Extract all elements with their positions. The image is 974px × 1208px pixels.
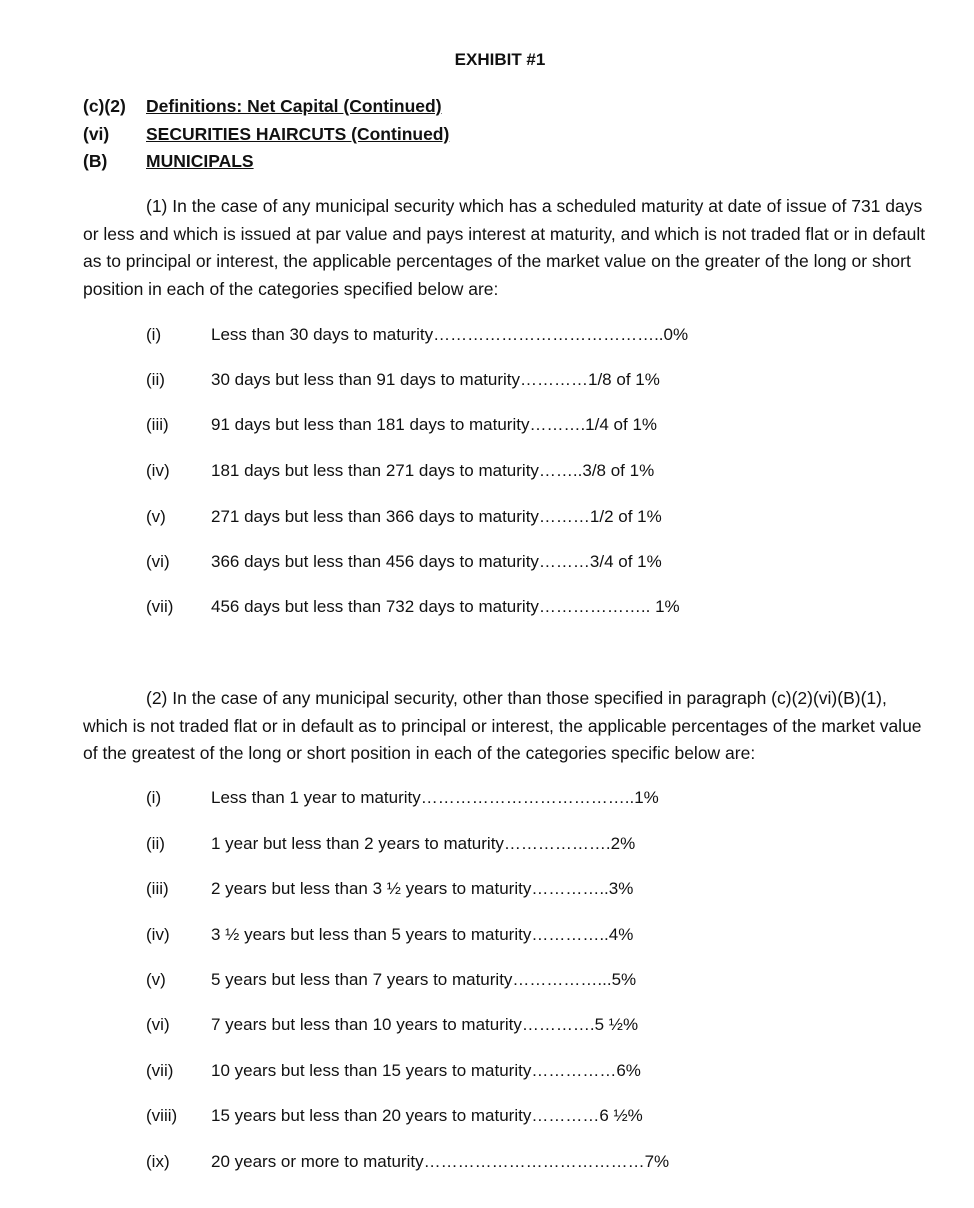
item-number: (v)	[146, 970, 166, 989]
exhibit-title: EXHIBIT #1	[454, 50, 546, 69]
item-text: 7 years but less than 10 years to maturity………….5 ½%	[211, 1015, 639, 1034]
item-number: (i)	[146, 788, 162, 807]
list-item	[146, 552, 662, 572]
item-text: 20 years or more to maturity…………………………………7%	[211, 1152, 670, 1171]
item-number: (iv)	[146, 925, 170, 944]
list-item	[146, 1152, 669, 1172]
item-number: (vii)	[146, 1061, 174, 1080]
item-number: (ix)	[146, 1152, 170, 1171]
item-text: Less than 30 days to maturity…………………………………..0%	[211, 325, 689, 344]
heading-code: (c)(2)	[83, 96, 126, 116]
heading-text: MUNICIPALS	[146, 151, 254, 171]
item-number: (i)	[146, 325, 162, 344]
item-number: (iii)	[146, 879, 169, 898]
list-item	[146, 507, 662, 527]
item-number: (vi)	[146, 1015, 170, 1034]
item-text: 91 days but less than 181 days to maturity……….1/4 of 1%	[211, 415, 658, 434]
list-item	[146, 879, 633, 899]
item-number: (iv)	[146, 461, 170, 480]
list-item	[146, 415, 657, 435]
item-text: 30 days but less than 91 days to maturity…………1/8 of 1%	[211, 370, 660, 389]
heading-securities-haircuts	[83, 124, 449, 145]
paragraph-1: (1) In the case of any municipal security which has a scheduled maturity at date of issue of 731 days or less and which is issued at par value and pays interest at maturity, and which is not traded flat or in default as to principal or interest, the applicable percentages of the market value on the greater of the long or short position in each of the categories specified below are:	[83, 196, 926, 299]
item-number: (ii)	[146, 370, 165, 389]
list-item	[146, 1061, 641, 1081]
list-item	[146, 970, 636, 990]
list-item	[146, 788, 659, 808]
heading-text: SECURITIES HAIRCUTS (Continued)	[146, 124, 450, 144]
heading-net-capital	[83, 96, 442, 117]
item-text: 271 days but less than 366 days to maturity………1/2 of 1%	[211, 507, 662, 526]
item-number: (vii)	[146, 597, 174, 616]
list-item	[146, 325, 688, 345]
item-text: 366 days but less than 456 days to maturity………3/4 of 1%	[211, 552, 662, 571]
list-item	[146, 1015, 638, 1035]
list-item	[146, 925, 633, 945]
heading-code: (B)	[83, 151, 108, 171]
item-text: 3 ½ years but less than 5 years to maturity…………..4%	[211, 925, 634, 944]
item-text: 2 years but less than 3 ½ years to maturity…………..3%	[211, 879, 634, 898]
item-text: Less than 1 year to maturity………………………………..1%	[211, 788, 659, 807]
item-number: (iii)	[146, 415, 169, 434]
list-item	[146, 370, 660, 390]
item-text: 181 days but less than 271 days to maturity……..3/8 of 1%	[211, 461, 655, 480]
item-number: (v)	[146, 507, 166, 526]
item-number: (vi)	[146, 552, 170, 571]
item-text: 1 year but less than 2 years to maturity……………….2%	[211, 834, 636, 853]
item-number: (viii)	[146, 1106, 178, 1125]
item-text: 5 years but less than 7 years to maturity……………...5%	[211, 970, 637, 989]
item-text: 456 days but less than 732 days to maturity……………….. 1%	[211, 597, 680, 616]
heading-municipals	[83, 151, 254, 172]
list-item	[146, 834, 635, 854]
list-item	[146, 597, 680, 617]
heading-code: (vi)	[83, 124, 110, 144]
item-text: 10 years but less than 15 years to maturity……………6%	[211, 1061, 641, 1080]
list-item	[146, 461, 654, 481]
list-item	[146, 1106, 643, 1126]
paragraph-2: (2) In the case of any municipal security, other than those specified in paragraph (c)(2)(vi)(B)(1), which is not traded flat or in default as to principal or interest, the applicable percentages of the market value of the greatest of the long or short position in each of the categories specific below are:	[83, 688, 922, 763]
heading-text: Definitions: Net Capital (Continued)	[146, 96, 442, 116]
item-number: (ii)	[146, 834, 165, 853]
item-text: 15 years but less than 20 years to maturity…………6 ½%	[211, 1106, 643, 1125]
